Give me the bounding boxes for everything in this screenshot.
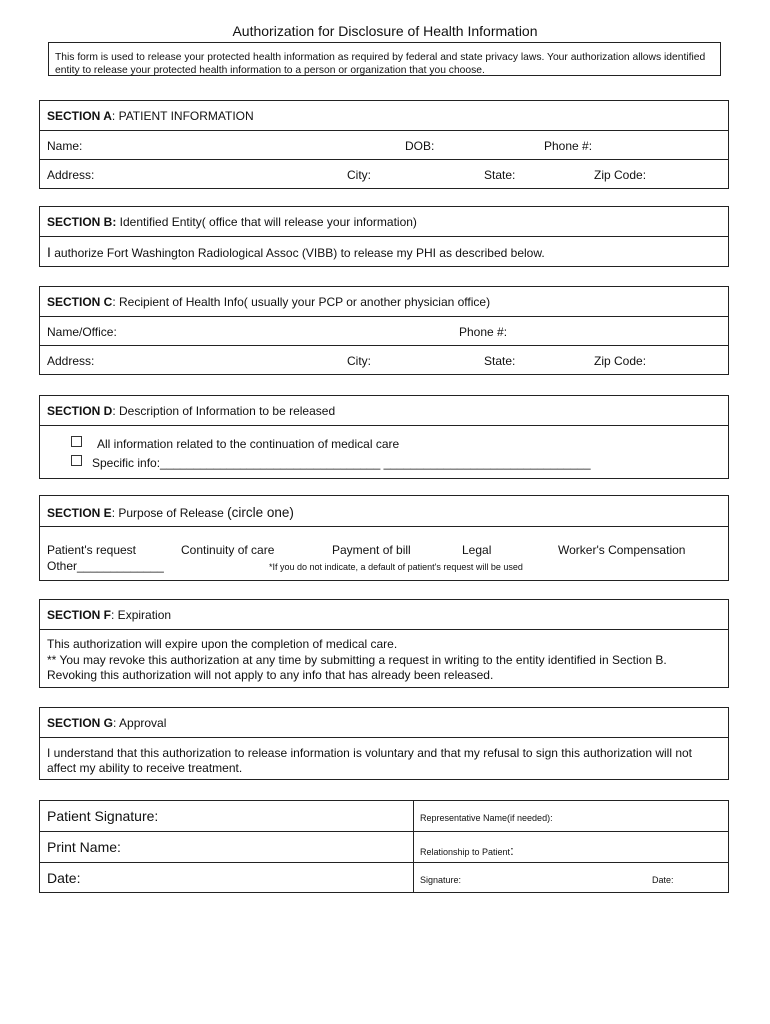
purpose-workers-compensation[interactable]: Worker's Compensation [558, 543, 686, 557]
date-field[interactable]: Date: [47, 870, 81, 886]
intro-text: This form is used to release your protected health information as required by federal and state privacy laws. Your authorization allows identified entity to release your protected health information to a person or organization that you choose. [48, 42, 721, 76]
section-c-title: : Recipient of Health Info( usually your PCP or another physician office) [112, 295, 491, 309]
state-field[interactable]: State: [484, 168, 516, 182]
purpose-default-note: *If you do not indicate, a default of patient's request will be used [269, 562, 523, 572]
section-c-row-1 [40, 316, 728, 346]
section-e [39, 495, 729, 581]
section-f-label: SECTION F [47, 608, 112, 622]
section-d [39, 395, 729, 479]
section-a-row-1 [40, 130, 728, 160]
expiration-line-3: Revoking this authorization will not apply to any info that has already been released. [47, 668, 494, 682]
section-d-label: SECTION D [47, 404, 113, 418]
expiration-line-1: This authorization will expire upon the completion of medical care. [47, 637, 398, 651]
section-g-label: SECTION G [47, 716, 114, 730]
section-a [39, 100, 729, 189]
specific-info-checkbox[interactable] [71, 455, 82, 466]
section-c-label: SECTION C [47, 295, 113, 309]
all-info-checkbox[interactable] [71, 436, 82, 447]
section-d-title: : Description of Information to be released [112, 404, 336, 418]
representative-signature-field[interactable]: Signature: [420, 875, 462, 885]
signature-divider [413, 801, 414, 892]
authorize-rest: authorize Fort Washington Radiological Assoc (VIBB) to release my PHI as described below. [50, 246, 545, 260]
approval-line-2: affect my ability to receive treatment. [47, 761, 243, 775]
patient-signature-field[interactable]: Patient Signature: [47, 808, 159, 824]
section-c-heading [47, 295, 490, 309]
section-g-title: : Approval [113, 716, 167, 730]
section-b-row [40, 236, 728, 268]
signature-hline-2 [40, 862, 728, 863]
section-b [39, 206, 729, 267]
signature-block [39, 800, 729, 893]
page-title: Authorization for Disclosure of Health Information [232, 23, 538, 39]
section-e-options [40, 526, 728, 582]
purpose-payment-of-bill[interactable]: Payment of bill [332, 543, 411, 557]
purpose-patient-request[interactable]: Patient's request [47, 543, 137, 557]
relationship-label: Relationship to Patient [420, 847, 511, 857]
authorize-i: I [47, 244, 51, 260]
approval-line-1: I understand that this authorization to release information is voluntary and that my refusal to sign this authorization will not [47, 746, 693, 760]
print-name-field[interactable]: Print Name: [47, 839, 121, 855]
section-a-label: SECTION A [47, 109, 112, 123]
section-g [39, 707, 729, 780]
section-f-body [40, 629, 728, 689]
section-e-circle-one: (circle one) [227, 505, 294, 520]
purpose-other[interactable]: Other_____________ [47, 559, 164, 573]
section-f [39, 599, 729, 688]
signature-hline-1 [40, 831, 728, 832]
recipient-address-field[interactable]: Address: [47, 354, 95, 368]
section-a-row-2 [40, 159, 728, 190]
section-a-title: : PATIENT INFORMATION [111, 109, 254, 123]
section-f-heading [47, 608, 171, 622]
address-field[interactable]: Address: [47, 168, 95, 182]
section-b-label: SECTION B: [47, 215, 117, 229]
recipient-city-field[interactable]: City: [347, 354, 371, 368]
name-field[interactable]: Name: [47, 139, 83, 153]
section-b-title: Identified Entity( office that will release your information) [116, 215, 417, 229]
recipient-phone-field[interactable]: Phone #: [459, 325, 508, 339]
dob-field[interactable]: DOB: [405, 139, 435, 153]
section-e-title: : Purpose of Release [111, 506, 228, 520]
recipient-state-field[interactable]: State: [484, 354, 516, 368]
purpose-continuity-of-care[interactable]: Continuity of care [181, 543, 275, 557]
representative-date-field[interactable]: Date: [652, 875, 674, 885]
recipient-zip-field[interactable]: Zip Code: [594, 354, 647, 368]
section-e-label: SECTION E [47, 506, 112, 520]
phone-field[interactable]: Phone #: [544, 139, 593, 153]
section-f-title: : Expiration [111, 608, 172, 622]
authorize-statement [47, 244, 545, 260]
section-d-options [40, 425, 728, 480]
section-c-row-2 [40, 345, 728, 376]
representative-name-field[interactable]: Representative Name(if needed): [420, 813, 553, 823]
zip-field[interactable]: Zip Code: [594, 168, 647, 182]
purpose-legal[interactable]: Legal [462, 543, 492, 557]
section-g-heading [47, 716, 166, 730]
expiration-line-2: ** You may revoke this authorization at any time by submitting a request in writing to the entity identified in Section B. [47, 653, 667, 667]
name-office-field[interactable]: Name/Office: [47, 325, 117, 339]
section-c [39, 286, 729, 375]
section-a-heading [47, 109, 254, 123]
specific-info-label[interactable]: Specific info:_________________________________ _______________________________ [92, 456, 591, 470]
relationship-colon: : [510, 843, 514, 858]
all-info-label: All information related to the continuation of medical care [97, 437, 400, 451]
section-e-heading [47, 505, 294, 520]
section-d-heading [47, 404, 335, 418]
section-b-heading [47, 215, 417, 229]
relationship-field[interactable] [420, 843, 514, 858]
city-field[interactable]: City: [347, 168, 371, 182]
section-g-body [40, 737, 728, 781]
